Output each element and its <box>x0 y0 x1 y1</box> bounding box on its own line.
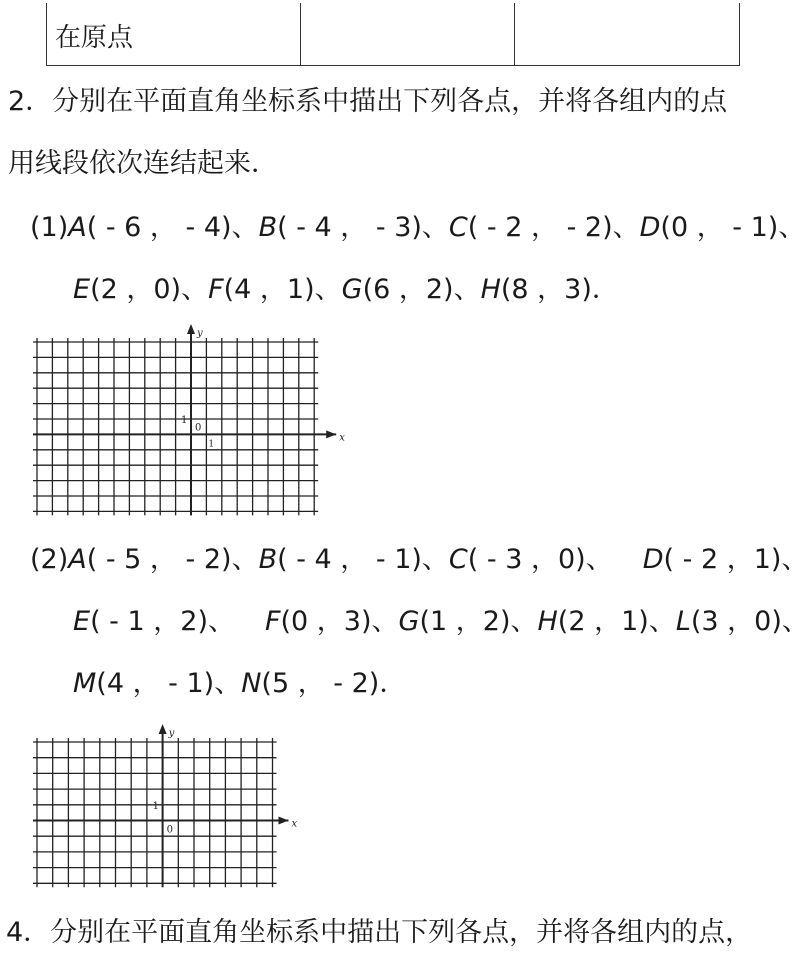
point-separator: 、 <box>781 544 809 575</box>
point-separator: ． <box>591 274 619 305</box>
part-1-point-c <box>449 212 640 243</box>
point-separator: 、 <box>181 274 209 305</box>
coordinate-grid-2 <box>31 724 311 892</box>
part-1-label: (1) <box>30 212 69 243</box>
answer-table <box>46 3 740 66</box>
point-name: E <box>73 606 91 637</box>
x-axis-label: x <box>339 432 345 444</box>
part-1-point-g <box>342 274 481 305</box>
point-separator: 、 <box>421 212 449 243</box>
part-2-point-n <box>241 668 406 699</box>
part-2-line-2 <box>73 606 809 638</box>
part-2-point-g <box>399 606 538 637</box>
origin-label: 0 <box>195 422 202 434</box>
point-name: B <box>258 212 278 243</box>
point-separator: 、 <box>648 606 676 637</box>
y-axis-label: y <box>168 728 175 739</box>
point-coordinate: ( - 3 ，0) <box>467 544 586 575</box>
point-coordinate: (6 ，2) <box>362 274 454 305</box>
point-name: L <box>675 606 691 637</box>
point-separator: 、 <box>371 606 399 637</box>
part-2-point-l <box>676 606 809 637</box>
point-name: M <box>73 668 97 699</box>
part-1-line-1 <box>30 212 805 244</box>
point-name: A <box>68 212 87 243</box>
point-separator: 、 <box>231 544 259 575</box>
point-name: G <box>341 274 363 305</box>
part-2-point-h <box>537 606 675 637</box>
point-coordinate: ( - 6 ， - 4) <box>86 212 232 243</box>
part-2-point-a <box>68 544 258 575</box>
point-coordinate: ( - 4 ， - 1) <box>277 544 422 575</box>
part-1-point-a <box>68 212 258 243</box>
question-2-line-2: 用线段依次连结起来． <box>8 148 278 179</box>
point-name: F <box>264 606 281 637</box>
unit-label: 1 <box>181 415 188 426</box>
point-coordinate: (4 ， - 1) <box>96 668 215 699</box>
y-axis-label: y <box>197 328 203 339</box>
x-axis-arrow-icon <box>326 430 336 438</box>
point-name: B <box>258 544 278 575</box>
point-name: A <box>68 544 87 575</box>
point-separator: 、 <box>314 274 342 305</box>
unit-label: 1 <box>152 800 159 812</box>
part-2-line-3 <box>73 668 406 700</box>
point-coordinate: (8 ，3) <box>500 274 592 305</box>
point-coordinate: ( - 4 ， - 3) <box>277 212 422 243</box>
question-4-line-1: 4．分别在平面直角坐标系中描出下列各点，并将各组内的点， <box>6 917 753 948</box>
point-separator: 、 <box>214 668 242 699</box>
part-2-point-f <box>265 606 399 637</box>
x-tick-label: 1 <box>208 439 215 450</box>
table-row-label: 在原点 <box>55 23 134 53</box>
y-axis-arrow-icon <box>159 724 167 734</box>
point-coordinate: (1 ，2) <box>419 606 511 637</box>
point-coordinate: (3 ，0) <box>690 606 782 637</box>
part-1-line-2 <box>73 274 619 306</box>
part-1-point-f <box>208 274 342 305</box>
point-coordinate: ( - 5 ， - 2) <box>86 544 232 575</box>
point-name: G <box>398 606 420 637</box>
x-axis-label: x <box>291 818 298 830</box>
point-name: D <box>642 544 664 575</box>
point-coordinate: (0 ， - 1) <box>660 212 779 243</box>
point-separator: 、 <box>781 606 809 637</box>
part-2-line-1 <box>30 544 808 576</box>
point-coordinate: (5 ， - 2) <box>261 668 380 699</box>
point-separator: 、 <box>585 544 613 575</box>
point-coordinate: (0 ，3) <box>280 606 372 637</box>
point-name: H <box>537 606 558 637</box>
point-separator: 、 <box>510 606 538 637</box>
point-name: E <box>73 274 91 305</box>
y-axis-arrow-icon <box>187 324 195 334</box>
origin-label: 0 <box>166 824 173 836</box>
point-separator: 、 <box>207 606 235 637</box>
point-name: N <box>241 668 262 699</box>
point-name: F <box>208 274 224 305</box>
point-coordinate: ( - 2 ，1) <box>663 544 782 575</box>
part-1-point-d <box>640 212 806 243</box>
point-separator: ． <box>379 668 407 699</box>
point-name: H <box>480 274 501 305</box>
part-1-point-e <box>73 274 208 305</box>
point-coordinate: (4 ，1) <box>223 274 315 305</box>
part-2-point-m <box>73 668 241 699</box>
table-cell-label <box>47 3 301 65</box>
point-coordinate: ( - 2 ， - 2) <box>467 212 613 243</box>
part-2-point-d <box>643 544 809 575</box>
point-coordinate: (2 ，0) <box>90 274 182 305</box>
table-cell-blank-2 <box>515 3 741 65</box>
point-separator: 、 <box>231 212 259 243</box>
coordinate-grid-1 <box>31 322 366 522</box>
part-2-point-c <box>449 544 613 575</box>
part-1-point-b <box>259 212 449 243</box>
point-coordinate: (2 ，1) <box>557 606 649 637</box>
x-axis-arrow-icon <box>279 817 289 825</box>
point-name: D <box>639 212 661 243</box>
point-coordinate: ( - 1 ，2) <box>90 606 208 637</box>
part-1-point-h <box>481 274 619 305</box>
part-2-point-e <box>73 606 235 637</box>
question-2-line-1: 2．分别在平面直角坐标系中描出下列各点，并将各组内的点 <box>8 86 728 117</box>
part-2-point-b <box>259 544 449 575</box>
part-2-label: (2) <box>30 544 69 575</box>
point-name: C <box>448 212 468 243</box>
point-separator: 、 <box>421 544 449 575</box>
point-separator: 、 <box>453 274 481 305</box>
point-name: C <box>448 544 468 575</box>
table-cell-blank-1 <box>301 3 515 65</box>
point-separator: 、 <box>612 212 640 243</box>
point-separator: 、 <box>778 212 806 243</box>
